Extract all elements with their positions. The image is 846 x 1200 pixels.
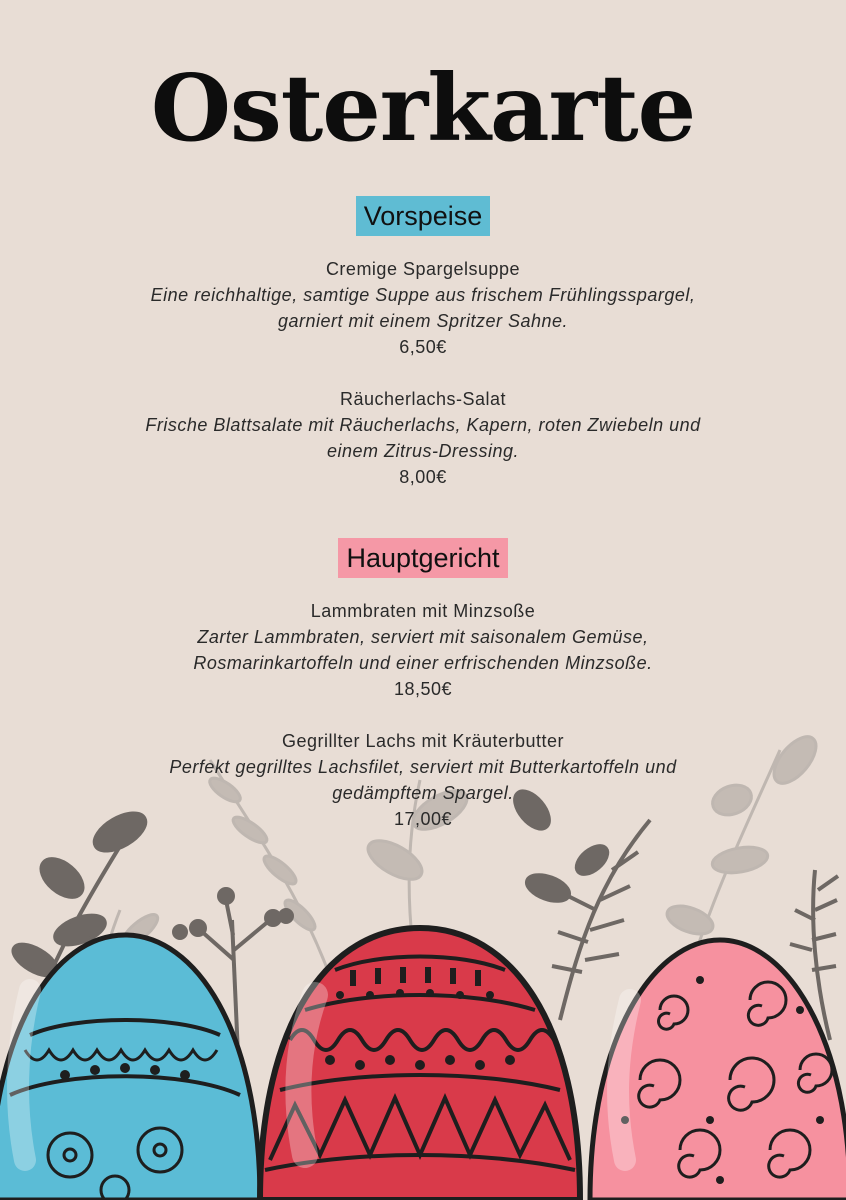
item-name: Räucherlachs-Salat	[339, 389, 507, 409]
menu-item	[0, 728, 846, 832]
menu-item	[0, 386, 846, 490]
section-hauptgericht	[0, 516, 846, 832]
item-description: Eine reichhaltige, samtige Suppe aus frischem Frühlingsspargel, garniert mit einem Spritzer Sahne.	[150, 285, 696, 331]
item-price: 17,00€	[393, 809, 453, 829]
section-label-vorspeise: Vorspeise	[356, 196, 491, 236]
menu-item	[0, 598, 846, 702]
item-name: Gegrillter Lachs mit Kräuterbutter	[281, 731, 565, 751]
item-price: 6,50€	[399, 337, 447, 357]
red-easter-egg	[260, 928, 580, 1200]
item-description: Perfekt gegrilltes Lachsfilet, serviert mit Butterkartoffeln und gedämpftem Spargel.	[169, 757, 677, 803]
section-vorspeise	[0, 154, 846, 490]
item-price: 8,00€	[399, 467, 447, 487]
item-name: Lammbraten mit Minzsoße	[310, 601, 536, 621]
section-label-hauptgericht: Hauptgericht	[338, 538, 507, 578]
item-description: Frische Blattsalate mit Räucherlachs, Kapern, roten Zwiebeln und einem Zitrus-Dressing.	[145, 415, 701, 461]
item-price: 18,50€	[393, 679, 453, 699]
item-description: Zarter Lammbraten, serviert mit saisonalem Gemüse, Rosmarinkartoffeln und einer erfrischenden Minzsoße.	[193, 627, 653, 673]
item-name: Cremige Spargelsuppe	[325, 259, 521, 279]
menu-title: Osterkarte	[150, 54, 696, 162]
pink-easter-egg	[590, 940, 846, 1200]
menu-item	[0, 256, 846, 360]
